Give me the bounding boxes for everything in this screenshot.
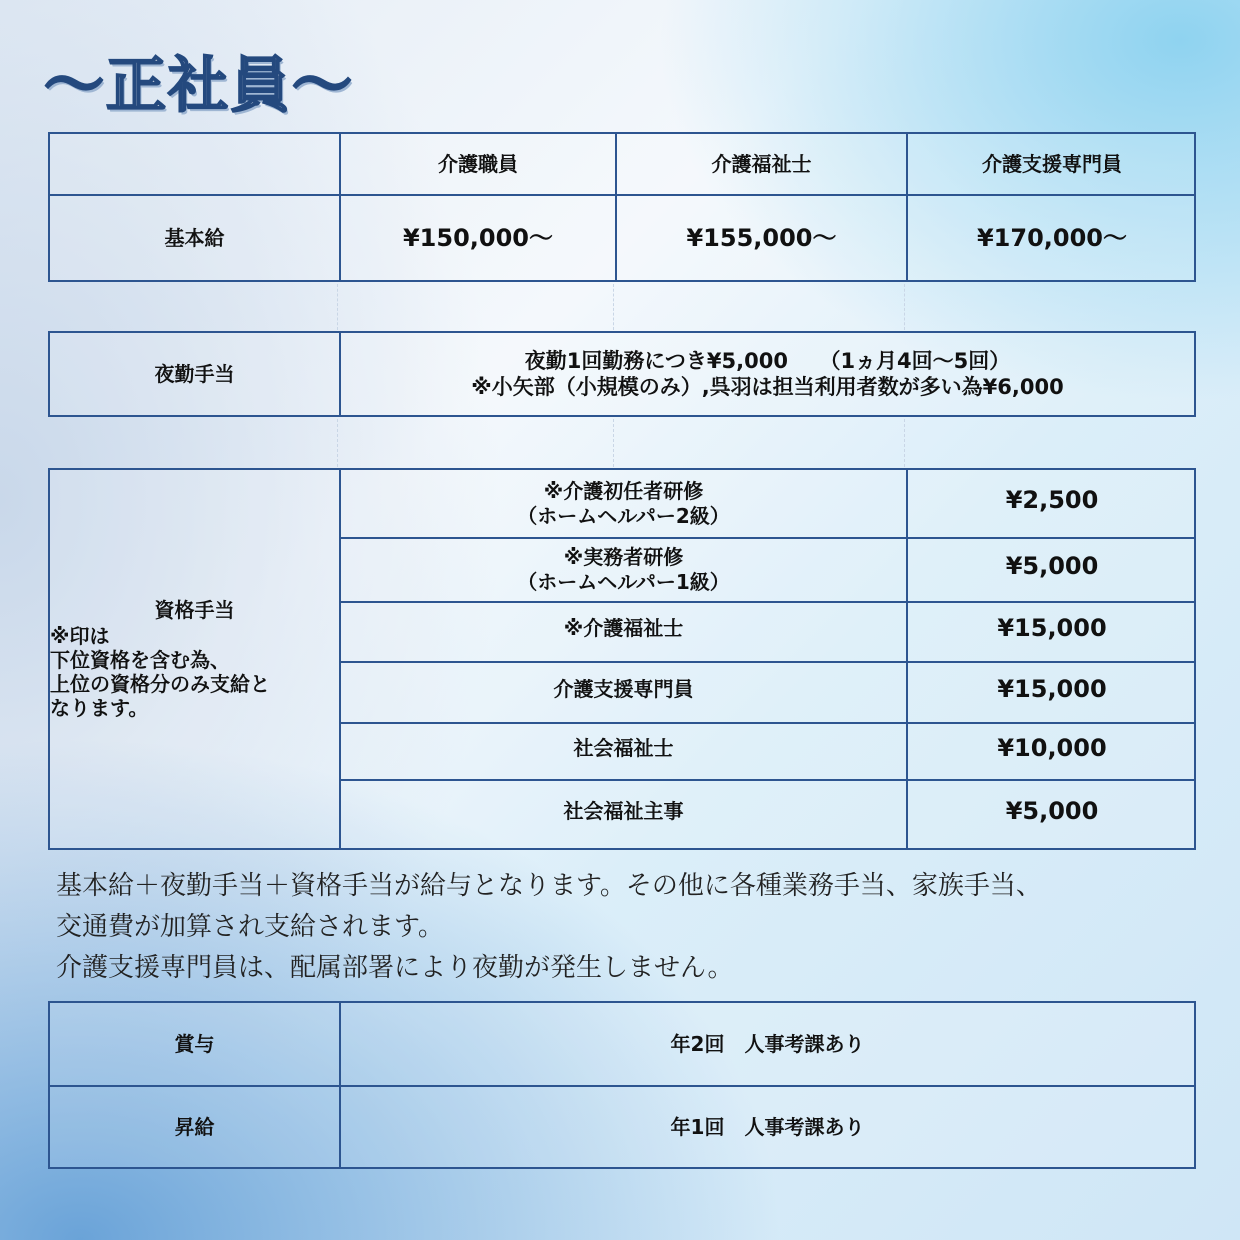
night-shift-table — [48, 331, 1196, 417]
row-label-qualification: 資格手当 — [154, 598, 235, 622]
note-line-1: 基本給＋夜勤手当＋資格手当が給与となります。その他に各種業務手当、家族手当、 — [56, 871, 1042, 901]
bonus-value: 年2回 人事考課あり — [670, 1032, 865, 1056]
row-label-bonus: 賞与 — [174, 1032, 215, 1056]
qualification-note-4: なります。 — [50, 696, 149, 720]
qualification-amount-2: ¥5,000 — [1005, 551, 1099, 580]
base-salary-certified-care-worker: ¥155,000～ — [686, 223, 837, 252]
qualification-note-1: ※印は — [50, 624, 110, 648]
page-title: ～正社員～ — [44, 51, 354, 121]
qualification-name-2: ※実務者研修 （ホームヘルパー1級） — [517, 545, 730, 594]
night-shift-exception: ※小矢部（小規模のみ）,呉羽は担当利用者数が多い為¥6,000 — [471, 375, 1064, 399]
bonus-raise-table — [48, 1001, 1196, 1169]
salary-notes — [56, 866, 1042, 989]
row-label-base-salary: 基本給 — [164, 226, 225, 250]
qualification-table — [48, 468, 1196, 850]
qualification-note-2: 下位資格を含む為、 — [50, 648, 230, 672]
header-care-manager: 介護支援専門員 — [982, 152, 1122, 176]
qualification-name-1: ※介護初任者研修 （ホームヘルパー2級） — [517, 478, 730, 528]
raise-value: 年1回 人事考課あり — [670, 1115, 865, 1139]
note-line-3: 介護支援専門員は、配属部署により夜勤が発生しません。 — [56, 953, 734, 983]
header-care-worker: 介護職員 — [438, 152, 518, 176]
qualification-amount-4: ¥15,000 — [997, 674, 1107, 703]
night-shift-rate: 夜勤1回勤務につき¥5,000 （1ヵ月4回～5回） — [524, 349, 1011, 373]
qualification-amount-5: ¥10,000 — [997, 733, 1107, 762]
row-label-raise: 昇給 — [174, 1115, 215, 1139]
qualification-note-3: 上位の資格分のみ支給と — [50, 672, 270, 696]
base-salary-care-manager: ¥170,000～ — [976, 223, 1127, 252]
qualification-amount-6: ¥5,000 — [1005, 796, 1099, 825]
qualification-name-6: 社会福祉主事 — [563, 799, 684, 823]
header-certified-care-worker: 介護福祉士 — [711, 152, 812, 176]
row-label-night-shift: 夜勤手当 — [154, 362, 235, 386]
qualification-name-3: ※介護福祉士 — [563, 616, 684, 640]
note-line-2: 交通費が加算され支給されます。 — [56, 912, 444, 942]
qualification-name-5: 社会福祉士 — [573, 736, 674, 760]
base-salary-table — [48, 132, 1196, 282]
base-salary-care-worker: ¥150,000～ — [402, 223, 553, 252]
qualification-name-4: 介護支援専門員 — [553, 677, 694, 701]
qualification-amount-3: ¥15,000 — [997, 613, 1107, 642]
qualification-amount-1: ¥2,500 — [1005, 485, 1099, 514]
